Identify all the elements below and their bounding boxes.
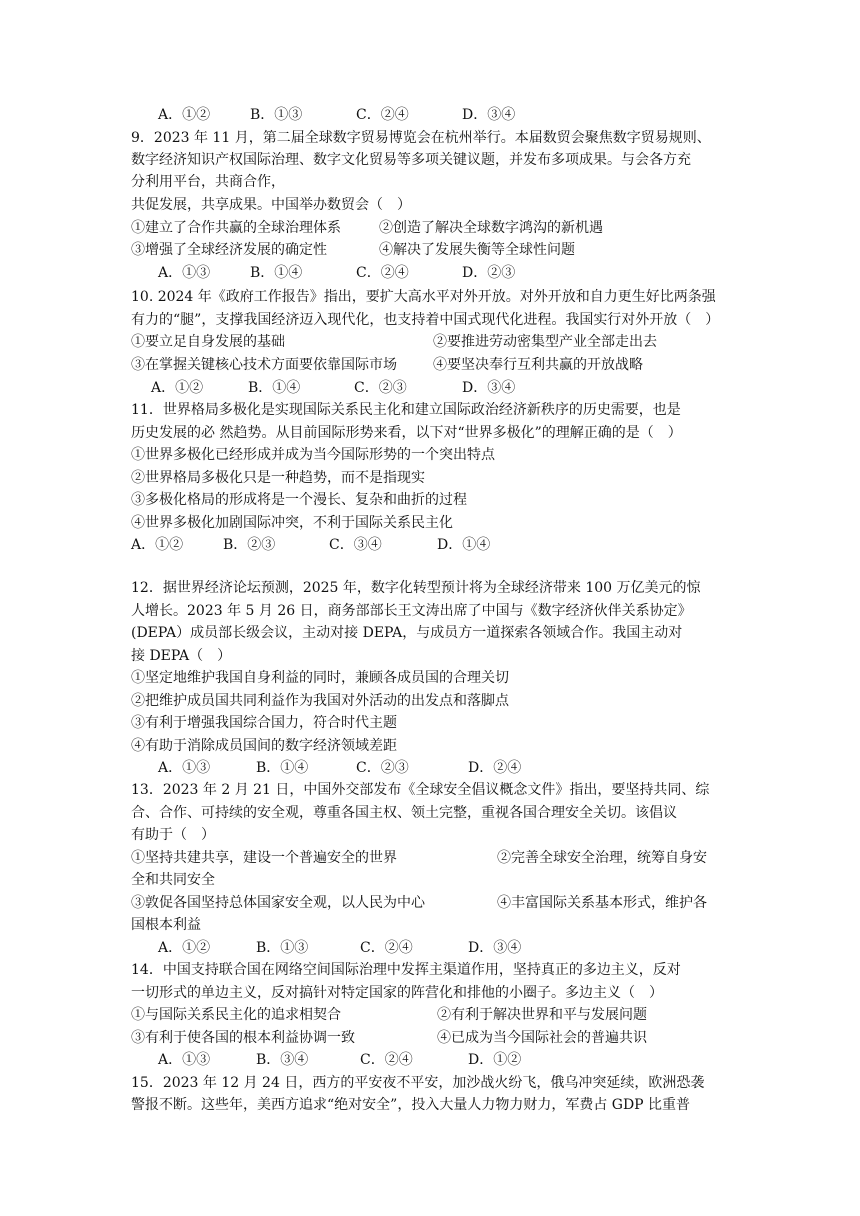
q12-stem-line: (DEPA）成员部长级会议，主动对接 DEPA，与成员方一道探索各领域合作。我国主动对: [131, 625, 683, 641]
q13-statement: 国根本利益: [131, 917, 201, 933]
q14-option-b: B．③④: [256, 1052, 309, 1068]
q8-option-b: B．①③: [250, 107, 303, 123]
q12-statement: ④有助于消除成员国间的数字经济领域差距: [131, 738, 397, 754]
q10-option-a: A．①②: [151, 380, 204, 396]
q10-statement: ①要立足自身发展的基础: [131, 334, 285, 350]
q9-stem-line: 分利用平台，共商合作，: [131, 174, 285, 190]
q12-statement: ①坚定地维护我国自身利益的同时，兼顾各成员国的合理关切: [131, 670, 509, 686]
q12-option-a: A．①③: [158, 760, 211, 776]
q12-stem-line: 人增长。2023 年 5 月 26 日，商务部部长王文涛出席了中国与《数字经济伙伴关系协定》: [131, 603, 692, 619]
q11-stem-line: 历史发展的必 然趋势。从目前国际形势来看，以下对“世界多极化”的理解正确的是（ ）: [131, 425, 682, 441]
q9-option-b: B．①④: [250, 265, 303, 281]
q10-statement: ④要坚决奉行互利共赢的开放战略: [433, 357, 643, 373]
q14-stem-line: 14．中国支持联合国在网络空间国际治理中发挥主渠道作用，坚持真正的多边主义，反对: [131, 962, 681, 978]
q11-option-a: A．①②: [131, 537, 184, 553]
q9-option-d: D．②③: [462, 265, 516, 281]
q11-option-c: C．③④: [329, 537, 382, 553]
q13-stem-line: 合、合作、可持续的安全观，尊重各国主权、领土完整，重视各国合理安全关切。该倡议: [131, 805, 677, 821]
q10-option-d: D．③④: [462, 380, 516, 396]
q10-statement: ②要推进劳动密集型产业全部走出去: [433, 334, 657, 350]
q11-statement: ④世界多极化加剧国际冲突，不利于国际关系民主化: [131, 515, 453, 531]
q14-statement: ④已成为当今国际社会的普遍共识: [437, 1030, 647, 1046]
q8-option-c: C．②④: [356, 107, 409, 123]
q11-stem-line: 11．世界格局多极化是实现国际关系民主化和建立国际政治经济新秩序的历史需要，也是: [131, 402, 681, 418]
q14-option-c: C．②④: [360, 1052, 413, 1068]
q9-option-a: A．①③: [158, 265, 211, 281]
q15-stem-line: 警报不断。这些年，美西方追求“绝对安全”，投入大量人力物力财力，军费占 GDP 比重普: [131, 1097, 691, 1113]
q11-statement: ①世界多极化已经形成并成为当今国际形势的一个突出特点: [131, 447, 495, 463]
q13-option-c: C．②④: [360, 940, 413, 956]
q12-option-d: D．②④: [468, 760, 522, 776]
q13-statement: ②完善全球安全治理，统筹自身安: [497, 850, 707, 866]
q10-option-c: C．②③: [354, 380, 407, 396]
q12-statement: ②把维护成员国共同利益作为我国对外活动的出发点和落脚点: [131, 693, 509, 709]
q13-option-b: B．①③: [256, 940, 309, 956]
q10-stem-line: 有力的“腿”，支撑我国经济迈入现代化，也支持着中国式现代化进程。我国实行对外开放（ ）: [131, 312, 720, 328]
q9-statement: ①建立了合作共赢的全球治理体系: [131, 220, 341, 236]
q12-statement: ③有利于增强我国综合国力，符合时代主题: [131, 715, 397, 731]
q12-stem-line: 12．据世界经济论坛预测，2025 年，数字化转型预计将为全球经济带来 100 万亿美元的惊: [131, 580, 701, 596]
q13-statement: ③敦促各国坚持总体国家安全观，以人民为中心: [131, 895, 425, 911]
q10-option-b: B．①④: [248, 380, 301, 396]
q11-option-d: D．①④: [437, 537, 491, 553]
q9-option-c: C．②④: [356, 265, 409, 281]
q11-statement: ②世界格局多极化只是一种趋势，而不是指现实: [131, 470, 425, 486]
q12-option-c: C．②③: [356, 760, 409, 776]
q9-statement: ③增强了全球经济发展的确定性: [131, 242, 327, 258]
q14-statement: ②有利于解决世界和平与发展问题: [437, 1007, 647, 1023]
q14-stem-line: 一切形式的单边主义，反对搞针对特定国家的阵营化和排他的小圈子。多边主义（ ）: [131, 985, 663, 1001]
q13-option-d: D．③④: [468, 940, 522, 956]
q10-statement: ③在掌握关键核心技术方面要依靠国际市场: [131, 357, 397, 373]
q13-stem-line: 有助于（ ）: [131, 827, 215, 843]
q13-statement: 全和共同安全: [131, 872, 215, 888]
q15-stem-line: 15．2023 年 12 月 24 日，西方的平安夜不平安，加沙战火纷飞，俄乌冲突延续，欧洲恐袭: [131, 1075, 705, 1091]
q13-statement: ①坚持共建共享，建设一个普遍安全的世界: [131, 850, 397, 866]
q13-stem-line: 13．2023 年 2 月 21 日，中国外交部发布《全球安全倡议概念文件》指出，要坚持共同、综: [131, 782, 710, 798]
q8-option-d: D．③④: [462, 107, 516, 123]
q14-statement: ③有利于使各国的根本利益协调一致: [131, 1030, 355, 1046]
q13-statement: ④丰富国际关系基本形式，维护各: [497, 895, 707, 911]
q14-option-a: A．①③: [158, 1052, 211, 1068]
q12-option-b: B．①④: [256, 760, 309, 776]
q10-stem-line: 10. 2024 年《政府工作报告》指出，要扩大高水平对外开放。对外开放和自力更生好比两条强: [131, 289, 716, 305]
q9-statement: ④解决了发展失衡等全球性问题: [379, 242, 575, 258]
q11-option-b: B．②③: [223, 537, 276, 553]
q12-stem-line: 接 DEPA（ ）: [131, 648, 232, 664]
q8-option-a: A．①②: [158, 107, 211, 123]
q9-stem-line: 数字经济知识产权国际治理、数字文化贸易等多项关键议题，并发布多项成果。与会各方充: [131, 152, 691, 168]
q13-option-a: A．①②: [158, 940, 211, 956]
q14-statement: ①与国际关系民主化的追求相契合: [131, 1007, 341, 1023]
q14-option-d: D．①②: [468, 1052, 522, 1068]
q9-statement: ②创造了解决全球数字鸿沟的新机遇: [379, 220, 603, 236]
q9-stem-line: 共促发展，共享成果。中国举办数贸会（ ）: [131, 197, 411, 213]
q11-statement: ③多极化格局的形成将是一个漫长、复杂和曲折的过程: [131, 492, 467, 508]
q9-stem-line: 9．2023 年 11 月，第二届全球数字贸易博览会在杭州举行。本届数贸会聚焦数字贸易规则、: [131, 130, 711, 146]
